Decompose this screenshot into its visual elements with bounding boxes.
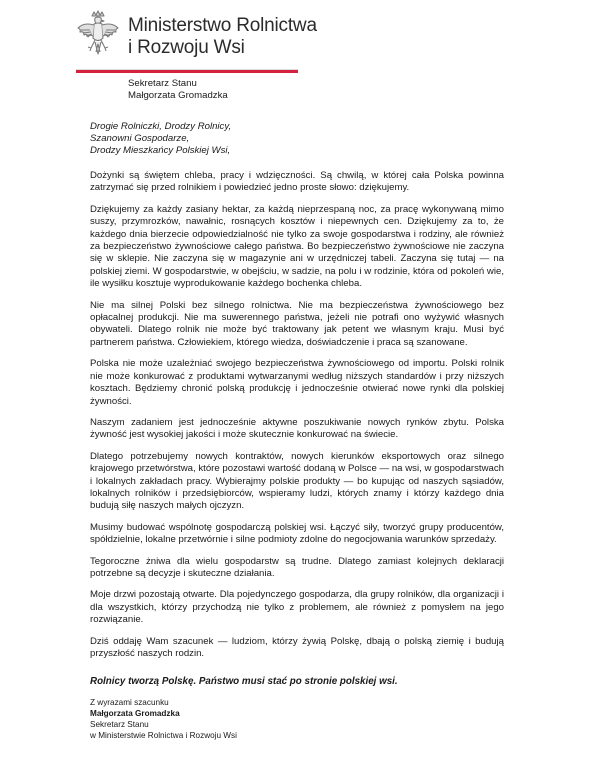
paragraph: Dożynki są świętem chleba, pracy i wdzięczności. Są chwilą, w której cała Polska powinna zatrzymać się przed rolnikiem i powiedzieć jedno proste słowo: dziękujemy. xyxy=(90,170,504,194)
ministry-name-line1: Ministerstwo Rolnictwa xyxy=(128,15,317,36)
salutation-line: Szanowni Gospodarze, xyxy=(90,133,190,144)
polish-eagle-emblem-icon xyxy=(76,10,120,62)
signature-name: Małgorzata Gromadzka xyxy=(90,709,180,718)
paragraph: Dlatego potrzebujemy nowych kontraktów, nowych kierunków eksportowych oraz silnego krajowego przetwórstwa, które pozostawi wartość dodaną w Polsce — na wsi, w gospodarstwach i lokalnych zakładach pracy. Wybierajmy polskie produkty — bo kupując od naszych sąsiadów, lokalnych rolników i przedsiębiorców, wspieramy ludzi, których znamy i którzy każdego dnia budują siłę naszych małych ojczyzn. xyxy=(90,450,504,512)
paragraph: Musimy budować wspólnotę gospodarczą polskiej wsi. Łączyć siły, tworzyć grupy producentów, spółdzielnie, lokalne przetwórnie i silne podmioty zdolne do negocjowania warunków sprzedaży. xyxy=(90,521,504,546)
signature-block xyxy=(90,697,237,741)
paragraph: Polska nie może uzależniać swojego bezpieczeństwa żywnościowego od importu. Polski rolnik nie może konkurować z produktami wytwarzanymi według niższych standardów i przy niższych kosztach. Będziemy chronić polską produkcję i jednocześnie otwierać nowe rynki dla polskiej żywności. xyxy=(90,358,504,407)
signature-title: Sekretarz Stanu xyxy=(90,720,149,729)
signature-greeting: Z wyrazami szacunku xyxy=(90,698,169,707)
ministry-name xyxy=(128,15,317,59)
letterhead xyxy=(76,10,317,70)
paragraph: Moje drzwi pozostają otwarte. Dla pojedynczego gospodarza, dla grupy rolników, dla organizacji i dla wszystkich, którzy przychodzą nie tylko z problemem, ale również z pomysłem na jego rozwiązanie. xyxy=(90,589,504,626)
salutation-line: Drodzy Mieszkańcy Polskiej Wsi, xyxy=(90,145,231,156)
flag-divider xyxy=(76,69,298,73)
paragraph: Naszym zadaniem jest jednocześnie aktywne poszukiwanie nowych rynków zbytu. Polska żywność jest wysokiej jakości i może skutecznie konkurować na świecie. xyxy=(90,416,504,441)
sender-title: Sekretarz Stanu xyxy=(128,78,197,89)
sender-name: Małgorzata Gromadzka xyxy=(128,90,228,101)
closing-statement: Rolnicy tworzą Polskę. Państwo musi stać po stronie polskiej wsi. xyxy=(90,676,398,687)
paragraph: Tegoroczne żniwa dla wielu gospodarstw są trudne. Dlatego zamiast kolejnych deklaracji potrzebne są decyzje i skuteczne działania. xyxy=(90,555,504,579)
signature-institution: w Ministerstwie Rolnictwa i Rozwoju Wsi xyxy=(90,731,237,740)
paragraph: Dziś oddaję Wam szacunek — ludziom, którzy żywią Polskę, dbają o polską ziemię i budują przyszłość naszych rodzin. xyxy=(90,635,504,659)
salutation xyxy=(90,121,231,157)
sender-block xyxy=(128,78,228,102)
paragraph: Dziękujemy za każdy zasiany hektar, za każdą nieprzespaną noc, za pracę wykonywaną mimo suszy, przymrozków, nawałnic, rosnących kosztów i niepewnych cen. Dziękujemy za to, że każdego dnia bierzecie odpowiedzialność nie tylko za swoje gospodarstwa i rodziny, ale również za bezpieczeństwo żywnościowe całego państwa. Bo bezpieczeństwo żywnościowe nie zaczyna się w sklepie. Nie zaczyna się w magazynie ani w urzędniczej tabeli. Zaczyna się tutaj — na polskiej ziemi. W gospodarstwie, w obejściu, w sadzie, na polu i w rodzinie, która od pokoleń wie, ile wysiłku kosztuje wyprodukowanie każdego bochenka chleba. xyxy=(90,203,504,290)
letter-body xyxy=(90,170,504,669)
ministry-name-line2: i Rozwoju Wsi xyxy=(128,37,245,58)
salutation-line: Drogie Rolniczki, Drodzy Rolnicy, xyxy=(90,121,232,132)
paragraph: Nie ma silnej Polski bez silnego rolnictwa. Nie ma bezpieczeństwa żywnościowego bez opłacalnej produkcji. Nie ma suwerennego państwa, jeżeli nie potrafi ono wyżywić własnych obywateli. Dlatego rolnik nie może być traktowany jak petent we własnym kraju. Musi być partnerem państwa. Człowiekiem, którego wiedza, doświadczenie i praca są szanowane. xyxy=(90,299,504,348)
